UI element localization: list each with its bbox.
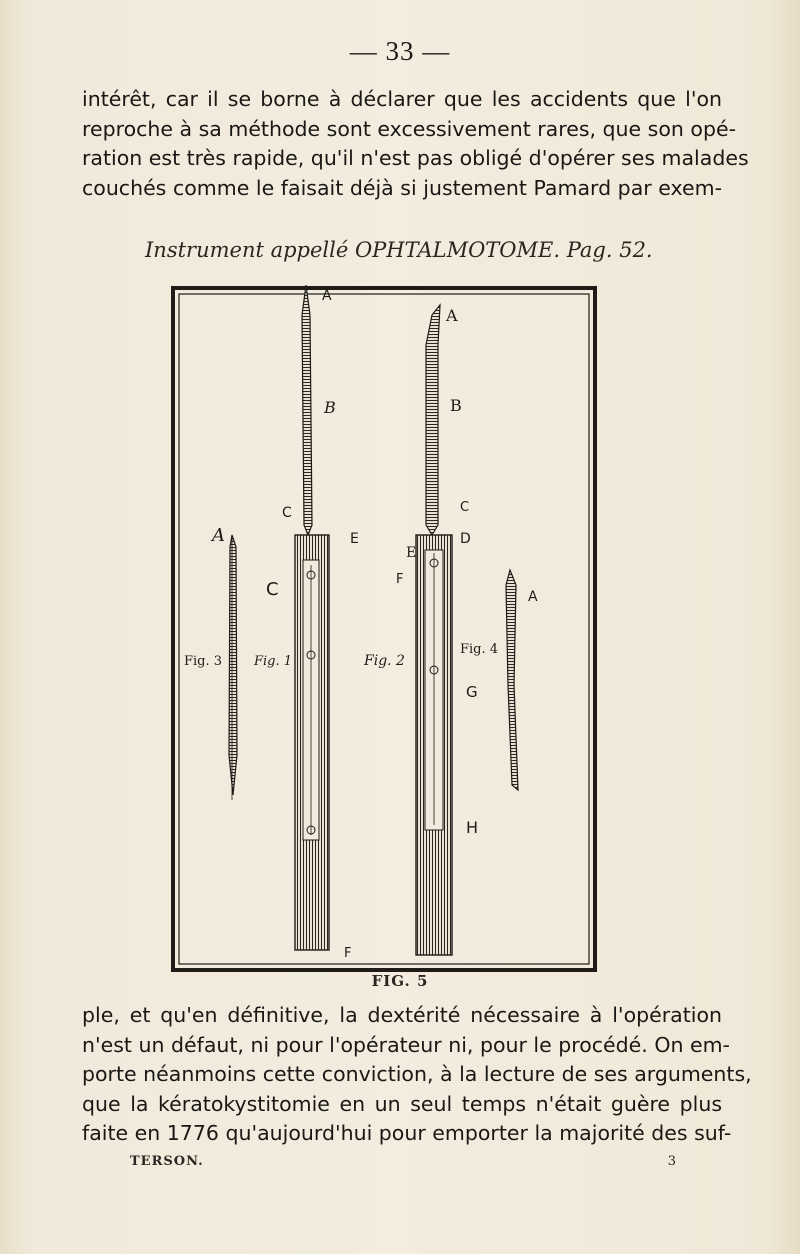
label-g-fig2: G — [466, 683, 478, 701]
fig2-label: Fig. 2 — [364, 653, 405, 669]
label-f-fig1: F — [344, 946, 352, 961]
label-b-fig2: B — [450, 396, 462, 415]
label-a-fig3: A — [212, 525, 225, 546]
text-line: ration est très rapide, qu'il n'est pas obligé d'opérer ses malades — [82, 146, 749, 171]
text-line: porte néanmoins cette conviction, à la lecture de ses arguments, — [82, 1062, 752, 1087]
fig1-label: Fig. 1 — [254, 654, 293, 669]
page-number: — 33 — — [349, 36, 451, 66]
instrument-plate — [170, 285, 598, 975]
text-line: n'est un défaut, ni pour l'opérateur ni, pour le procédé. On em- — [82, 1032, 730, 1057]
footer-sheet-number: 3 — [667, 1154, 676, 1169]
paragraph-bottom — [82, 1001, 752, 1149]
text-line: couchés comme le faisait déjà si justement Pamard par exem- — [82, 175, 722, 200]
label-c-fig3: C — [266, 579, 279, 600]
fig1-instrument — [295, 285, 329, 950]
text-line: que la kératokystitomie en un seul temps n'était guère plus — [82, 1091, 722, 1116]
label-c-fig2: C — [460, 500, 470, 515]
text-line: faite en 1776 qu'aujourd'hui pour emporter la majorité des suf- — [82, 1121, 732, 1146]
fig4-label: Fig. 4 — [460, 642, 499, 657]
label-d-fig2: D — [460, 531, 471, 547]
label-b-fig1: B — [324, 398, 336, 417]
figure-caption: FIG. 5 — [371, 972, 429, 990]
text-line: reproche à sa méthode sont excessivement rares, que son opé- — [82, 116, 736, 141]
label-e-fig2: E — [406, 545, 417, 561]
label-a-fig2: A — [446, 306, 458, 325]
fig3-instrument — [229, 535, 237, 800]
text-line: ple, et qu'en définitive, la dextérité nécessaire à l'opération — [82, 1003, 722, 1027]
label-a-fig4: A — [528, 589, 538, 605]
label-f-fig2: F — [396, 572, 404, 587]
fig4-instrument — [506, 570, 518, 790]
label-h-fig2: H — [466, 818, 479, 837]
fig3-label: Fig. 3 — [184, 654, 223, 669]
label-e-fig1: E — [350, 531, 359, 547]
label-c-fig1: C — [282, 505, 292, 521]
label-a-fig1: A — [322, 288, 332, 304]
fig2-instrument — [416, 305, 452, 955]
footer-signature: TERSON. — [130, 1154, 204, 1169]
text-line: intérêt, car il se borne à déclarer que les accidents que l'on — [82, 87, 722, 111]
plate-caption: Instrument appellé OPHTALMOTOME. Pag. 52. — [145, 238, 653, 262]
paragraph-top — [82, 85, 749, 203]
